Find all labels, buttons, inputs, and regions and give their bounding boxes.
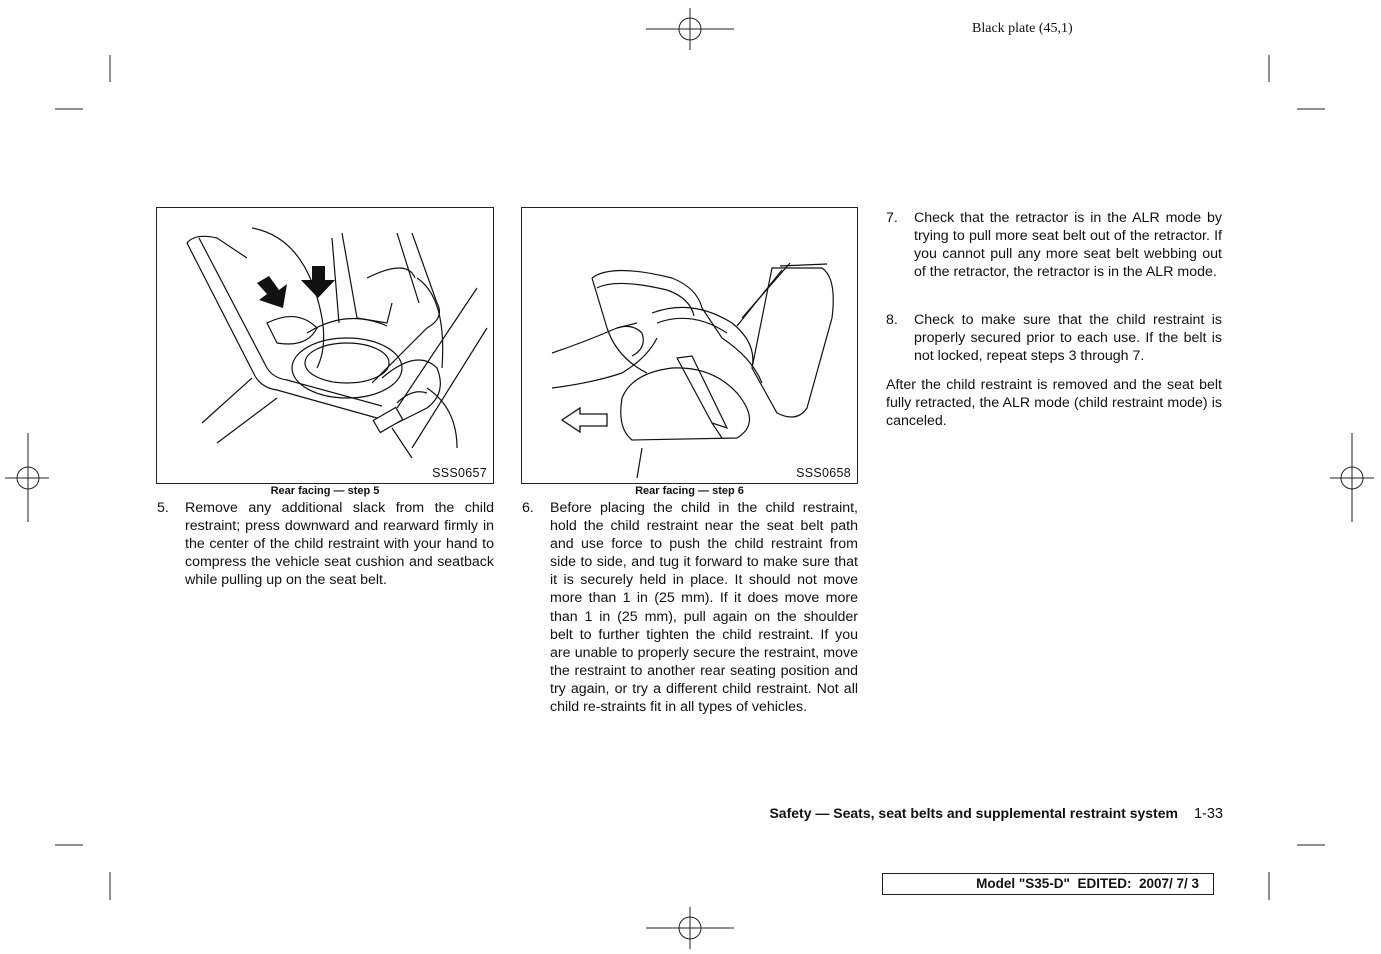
step-6 <box>522 499 858 716</box>
left-arrow-icon <box>562 408 607 432</box>
section-footer <box>769 805 1223 822</box>
step-8 <box>886 311 1222 365</box>
figure-step-5 <box>156 207 494 484</box>
page-number: 1-33 <box>1193 806 1223 822</box>
step-5 <box>157 499 494 589</box>
figure-caption: Rear facing — step 6 <box>635 485 744 497</box>
figure-code: SSS0658 <box>796 466 851 480</box>
alr-note: After the child restraint is removed and the seat belt fully retracted, the ALR mode (child restraint mode) is canceled. <box>886 377 1222 430</box>
plate-label: Black plate (45,1) <box>972 21 1073 36</box>
section-title: Safety — Seats, seat belts and supplemental restraint system <box>769 805 1178 821</box>
step-text: Check that the retractor is in the ALR mode by trying to pull more seat belt out of the retractor. If you cannot pull any more seat belt webbing out of the retractor, the retractor is in the ALR mode. <box>914 210 1222 281</box>
step-number: 7. <box>886 210 898 226</box>
step-number: 8. <box>886 312 898 328</box>
diagonal-arrow-icon <box>257 276 287 308</box>
model-edit-box: Model "S35-D" EDITED: 2007/ 7/ 3 <box>882 873 1214 895</box>
figure-step-6 <box>521 207 858 484</box>
step-text: Remove any additional slack from the child restraint; press downward and rearward firmly in the center of the child restraint with your hand to compress the vehicle seat cushion and seatback while pulling up on the seat belt. <box>185 500 494 589</box>
step-text: Check to make sure that the child restraint is properly secured prior to each use. If the belt is not locked, repeat steps 3 through 7. <box>914 312 1222 365</box>
step-number: 6. <box>522 500 534 516</box>
figure-code: SSS0657 <box>432 466 487 480</box>
figure-caption: Rear facing — step 5 <box>270 485 380 497</box>
step-text: Before placing the child in the child restraint, hold the child restraint near the seat belt path and use force to push the child restraint from side to side, and tug it forward to make sure that it is securely held in place. It should not move more than 1 in (25 mm). If it does move more than 1 in (25 mm), pull again on the shoulder belt to further tighten the child restraint. If you are unable to properly secure the restraint, move the restraint to another rear seating position and try again, or try a different child restraint. Not all child re-straints fit in all types of vehicles. <box>550 500 858 716</box>
figure-step-6-illustration <box>522 208 857 483</box>
step-7 <box>886 209 1222 281</box>
step-number: 5. <box>157 500 169 516</box>
figure-step-5-illustration <box>157 208 493 483</box>
